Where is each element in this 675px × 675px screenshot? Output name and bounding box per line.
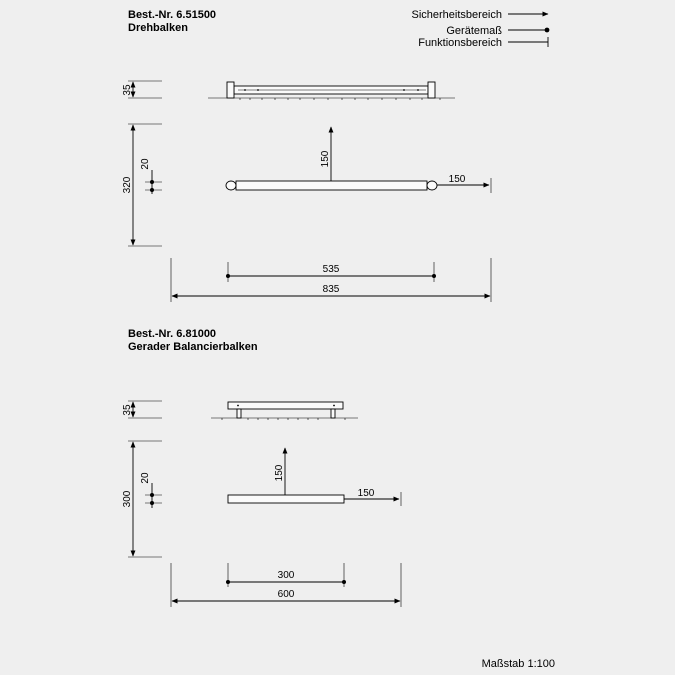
- legend-safety-label: Sicherheitsbereich: [411, 9, 502, 21]
- bolt-icon: [244, 89, 246, 91]
- product2-name: Gerader Balancierbalken: [128, 341, 258, 353]
- end-support-left: [227, 82, 234, 98]
- dim-dot-icon: [342, 580, 346, 584]
- product1-plan: [122, 124, 491, 302]
- beam-plan: [236, 181, 427, 190]
- product1-safety-up-label: 150: [320, 150, 331, 168]
- product2-order-number: Best.-Nr. 6.81000: [128, 328, 217, 340]
- pivot-left: [226, 181, 236, 190]
- bolt-icon: [257, 89, 259, 91]
- leg-right: [331, 409, 335, 418]
- product1-name: Drehbalken: [128, 22, 188, 34]
- legend-device-label: Gerätemaß: [446, 25, 502, 37]
- dim-dot-icon: [226, 274, 230, 278]
- beam-plan: [228, 495, 344, 503]
- product1-order-number: Best.-Nr. 6.51500: [128, 9, 217, 21]
- dim-dot-icon: [150, 493, 154, 497]
- beam-elevation: [228, 402, 343, 409]
- product2-height-label: 35: [122, 404, 133, 416]
- dim-dot-icon: [150, 188, 154, 192]
- product1-width-label: 20: [140, 158, 151, 170]
- bolt-icon: [417, 89, 419, 91]
- end-support-right: [428, 82, 435, 98]
- legend: [412, 9, 550, 49]
- bolt-icon: [403, 89, 405, 91]
- bolt-icon: [333, 405, 335, 407]
- product1-safety-right-label: 150: [448, 174, 466, 185]
- product1-function-length-label: 835: [322, 284, 340, 295]
- scale-label: Maßstab 1:100: [481, 658, 555, 670]
- ground-hatching: [240, 98, 440, 100]
- product2-depth-label: 300: [122, 490, 133, 508]
- leg-left: [237, 409, 241, 418]
- legend-dot-icon: [545, 28, 550, 33]
- product2-elevation: [122, 401, 358, 420]
- product2-plan: [122, 441, 401, 607]
- product2-safety-right-label: 150: [357, 488, 375, 499]
- product2-device-length-label: 300: [277, 570, 295, 581]
- product1-device-length-label: 535: [322, 264, 340, 275]
- product1-elevation: [122, 81, 455, 100]
- product2-function-length-label: 600: [277, 589, 295, 600]
- dim-dot-icon: [150, 501, 154, 505]
- product2-safety-up-label: 150: [274, 464, 285, 482]
- dim-dot-icon: [432, 274, 436, 278]
- legend-function-label: Funktionsbereich: [418, 37, 502, 49]
- bolt-icon: [237, 405, 239, 407]
- dim-dot-icon: [150, 180, 154, 184]
- product1-depth-label: 320: [122, 176, 133, 194]
- dim-dot-icon: [226, 580, 230, 584]
- product1-height-label: 35: [122, 84, 133, 96]
- product2-width-label: 20: [140, 472, 151, 484]
- pivot-right: [427, 181, 437, 190]
